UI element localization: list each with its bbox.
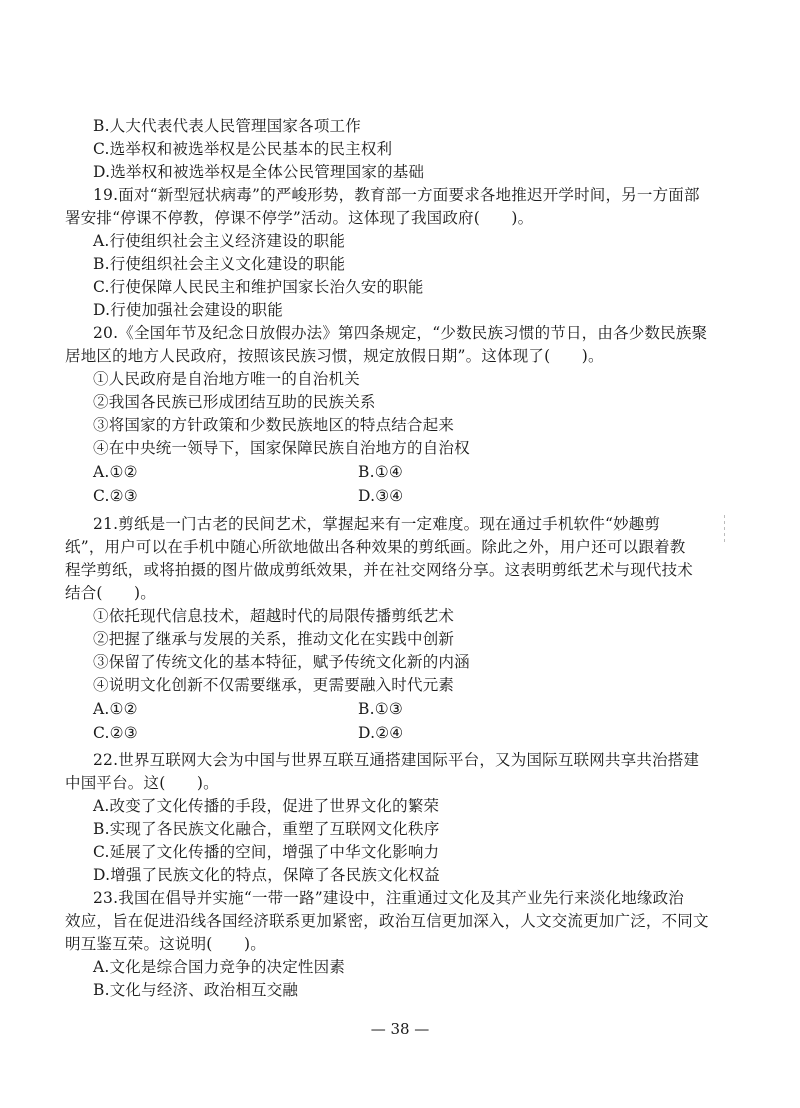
q19-option-b: B.行使组织社会主义文化建设的职能: [93, 255, 346, 273]
page-number: — 38 —: [370, 1020, 430, 1038]
q22-option-c: C.延展了文化传播的空间，增强了中华文化影响力: [93, 843, 440, 861]
q19-stem-line2: 署安排“停课不停教，停课不停学”活动。这体现了我国政府( )。: [65, 209, 534, 227]
q19-option-c: C.行使保障人民民主和维护国家长治久安的职能: [93, 278, 424, 296]
q21-option-b: B.①③: [358, 700, 403, 718]
q22-stem-line1: 22.世界互联网大会为中国与世界互联互通搭建国际平台，又为国际互联网共享共治搭建: [93, 751, 700, 769]
q21-stem-line3: 程学剪纸，或将拍摄的图片做成剪纸效果，并在社交网络分享。这表明剪纸艺术与现代技术: [65, 561, 694, 579]
q23-stem-line1: 23.我国在倡导并实施“一带一路”建设中，注重通过文化及其产业先行来淡化地缘政治: [93, 889, 685, 907]
q21-statement-1: ①依托现代信息技术，超越时代的局限传播剪纸艺术: [93, 607, 455, 625]
scan-artifact-marks: [722, 515, 728, 545]
q18-option-b: B.人大代表代表人民管理国家各项工作: [93, 117, 361, 135]
q19-option-d: D.行使加强社会建设的职能: [93, 301, 283, 319]
q22-option-a: A.改变了文化传播的手段，促进了世界文化的繁荣: [93, 797, 440, 815]
q18-option-d: D.选举权和被选举权是全体公民管理国家的基础: [93, 163, 425, 181]
q20-stem-line1: 20.《全国年节及纪念日放假办法》第四条规定，“少数民族习惯的节日，由各少数民族聚: [93, 324, 708, 342]
q21-option-a: A.①②: [93, 700, 138, 718]
q23-option-a: A.文化是综合国力竞争的决定性因素: [93, 958, 346, 976]
q21-option-c: C.②③: [93, 724, 138, 742]
q22-stem-line2: 中国平台。这( )。: [65, 774, 219, 792]
q20-stem-line2: 居地区的地方人民政府，按照该民族习惯，规定放假日期”。这体现了( )。: [65, 347, 604, 365]
q23-stem-line3: 明互鉴互荣。这说明( )。: [65, 935, 266, 953]
q22-option-b: B.实现了各民族文化融合，重塑了互联网文化秩序: [93, 820, 440, 838]
q21-statement-3: ③保留了传统文化的基本特征，赋予传统文化新的内涵: [93, 653, 470, 671]
q22-option-d: D.增强了民族文化的特点，保障了各民族文化权益: [93, 866, 440, 884]
q19-stem-line1: 19.面对“新型冠状病毒”的严峻形势，教育部一方面要求各地推迟开学时间，另一方面部: [93, 186, 700, 204]
q20-statement-2: ②我国各民族已形成团结互助的民族关系: [93, 393, 376, 411]
q20-option-d: D.③④: [358, 487, 404, 505]
q23-option-b: B.文化与经济、政治相互交融: [93, 981, 299, 999]
q21-stem-line1: 21.剪纸是一门古老的民间艺术，掌握起来有一定难度。现在通过手机软件“妙趣剪: [93, 515, 661, 533]
q19-option-a: A.行使组织社会主义经济建设的职能: [93, 232, 346, 250]
q20-statement-3: ③将国家的方针政策和少数民族地区的特点结合起来: [93, 416, 455, 434]
q21-statement-2: ②把握了继承与发展的关系，推动文化在实践中创新: [93, 630, 455, 648]
q20-statement-4: ④在中央统一领导下，国家保障民族自治地方的自治权: [93, 439, 470, 457]
q21-statement-4: ④说明文化创新不仅需要继承，更需要融入时代元素: [93, 676, 455, 694]
q21-stem-line2: 纸”，用户可以在手机中随心所欲地做出各种效果的剪纸画。除此之外，用户还可以跟着教: [65, 538, 686, 556]
q18-option-c: C.选举权和被选举权是公民基本的民主权利: [93, 140, 393, 158]
q20-statement-1: ①人民政府是自治地方唯一的自治机关: [93, 370, 360, 388]
q20-option-b: B.①④: [358, 463, 403, 481]
q23-stem-line2: 效应，旨在促进沿线各国经济联系更加紧密，政治互信更加深入，人文交流更加广泛，不同文: [65, 912, 709, 930]
q21-option-d: D.②④: [358, 724, 404, 742]
q21-stem-line4: 结合( )。: [65, 584, 156, 602]
q20-option-c: C.②③: [93, 487, 138, 505]
q20-option-a: A.①②: [93, 463, 138, 481]
